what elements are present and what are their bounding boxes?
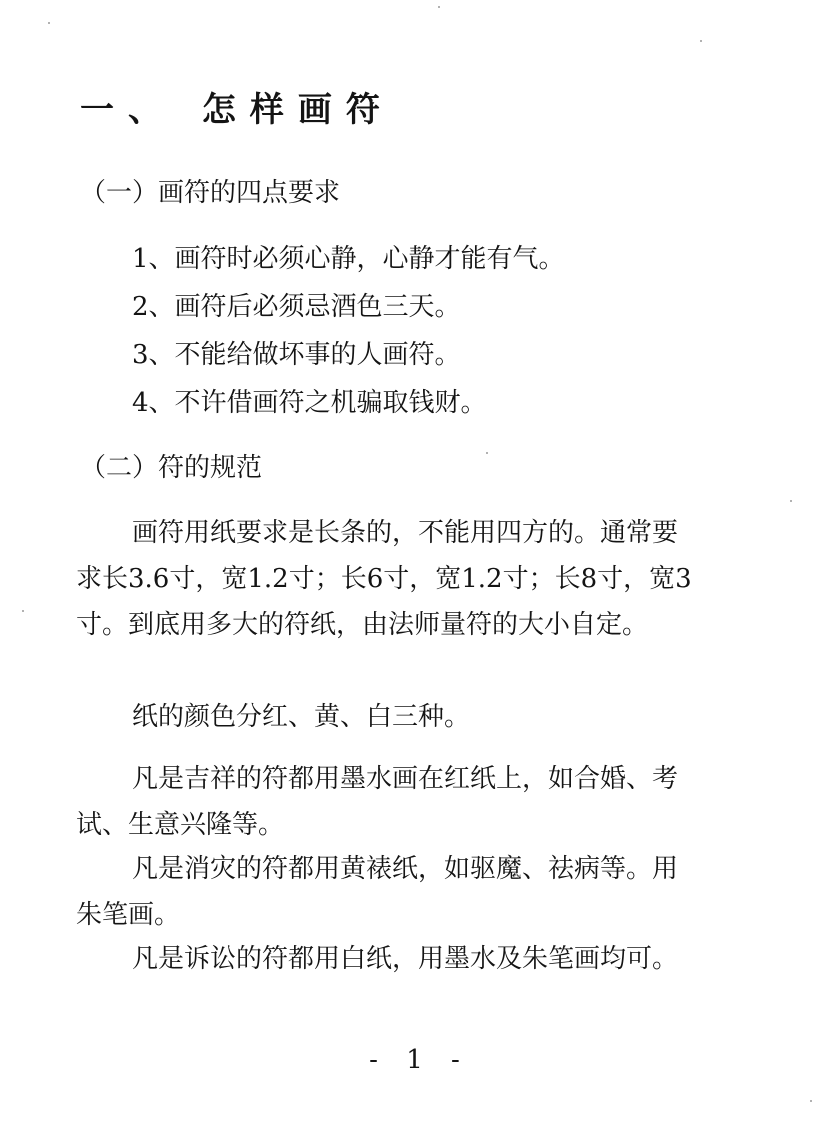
- list-item: 3、不能给做坏事的人画符。: [132, 340, 461, 370]
- scan-speck: [486, 452, 488, 454]
- list-item: 1、画符时必须心静，心静才能有气。: [132, 244, 565, 274]
- scan-speck: [810, 1100, 812, 1102]
- list-item: 2、画符后必须忌酒色三天。: [132, 292, 461, 322]
- scan-speck: [48, 22, 50, 24]
- paragraph-paper-color: 纸的颜色分红、黄、白三种。: [132, 702, 471, 732]
- scan-speck: [700, 40, 702, 42]
- list-item: 4、不许借画符之机骗取钱财。: [132, 388, 487, 418]
- page-number: - 1 -: [369, 1045, 470, 1075]
- paragraph-litigation: 凡是诉讼的符都用白纸，用墨水及朱笔画均可。: [132, 944, 679, 974]
- paragraph-auspicious: 凡是吉祥的符都用墨水画在红纸上，如合婚、考试、生意兴隆等。: [76, 764, 679, 840]
- scan-speck: [790, 500, 792, 502]
- scan-speck: [438, 6, 440, 8]
- page-title: 一、 怎样画符: [80, 90, 394, 130]
- section-heading-specification: （二）符的规范: [80, 453, 263, 483]
- paragraph-disaster: 凡是消灾的符都用黄裱纸，如驱魔、祛病等。用朱笔画。: [76, 854, 679, 930]
- paragraph-paper-size: 画符用纸要求是长条的，不能用四方的。通常要求长3.6寸，宽1.2寸；长6寸，宽1.2寸；长8寸，宽3寸。到底用多大的符纸，由法师量符的大小自定。: [76, 518, 692, 640]
- scan-speck: [22, 610, 24, 612]
- section-heading-requirements: （一）画符的四点要求: [80, 178, 341, 208]
